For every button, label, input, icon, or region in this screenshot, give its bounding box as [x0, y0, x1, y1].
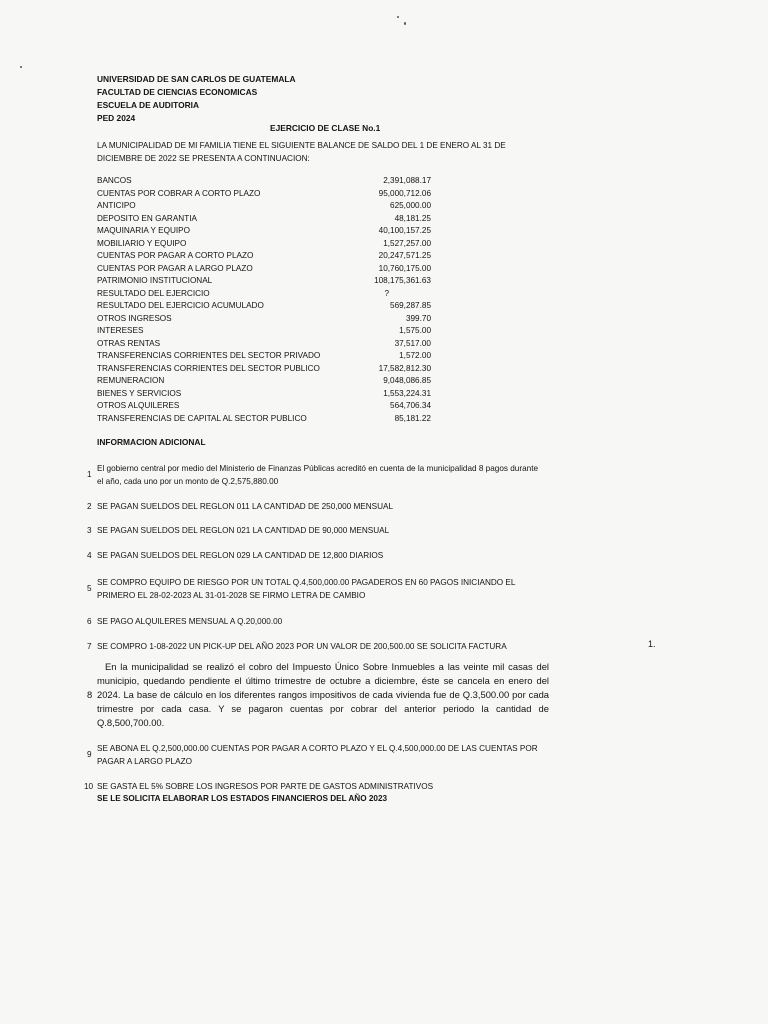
account-name: BIENES Y SERVICIOS [97, 388, 182, 398]
balance-row [97, 313, 431, 326]
item-text: SE PAGAN SUELDOS DEL REGLON 029 LA CANTIDAD DE 12,800 DIARIOS [97, 551, 384, 560]
university-name: UNIVERSIDAD DE SAN CARLOS DE GUATEMALA [97, 74, 296, 84]
balance-row [97, 375, 431, 388]
item-number: 4 [87, 551, 92, 560]
margin-note: 1. [648, 639, 656, 649]
account-amount: 1,572.00 [399, 351, 431, 360]
balance-row [97, 300, 431, 313]
item-number: 8 [87, 689, 93, 700]
balance-row [97, 400, 431, 413]
final-instruction: SE LE SOLICITA ELABORAR LOS ESTADOS FINANCIEROS DEL AÑO 2023 [97, 794, 388, 803]
item-text: El gobierno central por medio del Ministerio de Finanzas Públicas acreditó en cuenta de la municipalidad 8 pagos durante el año, cada uno por un monto de Q.2,575,880.00 [97, 464, 539, 486]
account-name: RESULTADO DEL EJERCICIO [97, 288, 210, 298]
item-number: 2 [87, 502, 92, 511]
balance-row [97, 225, 431, 238]
account-name: REMUNERACION [97, 376, 165, 385]
item-text: SE PAGAN SUELDOS DEL REGLON 011 LA CANTIDAD DE 250,000 MENSUAL [97, 502, 394, 511]
account-amount: 20,247,571.25 [378, 251, 431, 260]
account-amount: 48,181.25 [394, 213, 431, 223]
balance-table [97, 175, 431, 425]
item-number: 7 [87, 642, 92, 651]
balance-row [97, 288, 431, 301]
balance-row [97, 250, 431, 263]
item-text: SE PAGAN SUELDOS DEL REGLON 021 LA CANTIDAD DE 90,000 MENSUAL [97, 526, 390, 535]
account-name: TRANSFERENCIAS CORRIENTES DEL SECTOR PUBLICO [97, 363, 320, 373]
item-text: SE PAGO ALQUILERES MENSUAL A Q.20,000.00 [97, 617, 283, 626]
account-name: ANTICIPO [97, 201, 136, 210]
item-number: 5 [87, 584, 92, 593]
item-number: 10 [84, 782, 94, 791]
account-name: MAQUINARIA Y EQUIPO [97, 226, 190, 235]
institution-header [97, 73, 296, 125]
account-amount: 40,100,157.25 [378, 226, 431, 235]
scan-speck [20, 66, 22, 68]
account-amount: 1,527,257.00 [383, 238, 431, 248]
account-amount: 17,582,812.30 [378, 363, 431, 373]
account-amount: 1,575.00 [399, 326, 431, 335]
account-name: TRANSFERENCIAS DE CAPITAL AL SECTOR PUBLICO [97, 413, 307, 423]
account-amount: 1,553,224.31 [383, 388, 431, 398]
account-amount: 9,048,086.85 [383, 376, 431, 385]
account-amount: 37,517.00 [394, 338, 431, 348]
exercise-title: EJERCICIO DE CLASE No.1 [270, 123, 381, 133]
account-amount: 625,000.00 [390, 201, 431, 210]
account-name: OTROS INGRESOS [97, 313, 172, 323]
school-name: ESCUELA DE AUDITORIA [97, 100, 200, 110]
intro-paragraph: LA MUNICIPALIDAD DE MI FAMILIA TIENE EL SIGUIENTE BALANCE DE SALDO DEL 1 DE ENERO AL 31 DE DICIEMBRE DE 2022 SE PRESENTA A CONTINUACION: [97, 141, 506, 163]
account-name: PATRIMONIO INSTITUCIONAL [97, 276, 213, 285]
account-amount: 85,181.22 [394, 413, 431, 423]
account-amount: 564,706.34 [390, 401, 431, 410]
account-name: RESULTADO DEL EJERCICIO ACUMULADO [97, 301, 264, 310]
scan-speck [397, 16, 399, 18]
account-name: INTERESES [97, 326, 144, 335]
item-number: 3 [87, 526, 92, 535]
balance-row [97, 388, 431, 401]
account-amount: 2,391,088.17 [383, 176, 431, 185]
additional-info-heading: INFORMACION ADICIONAL [97, 437, 206, 447]
balance-row [97, 338, 431, 351]
course-code: PED 2024 [97, 113, 136, 123]
account-name: OTROS ALQUILERES [97, 401, 180, 410]
account-name: BANCOS [97, 176, 132, 185]
account-name: OTRAS RENTAS [97, 338, 161, 348]
item-text: SE ABONA EL Q.2,500,000.00 CUENTAS POR PAGAR A CORTO PLAZO Y EL Q.4,500,000.00 DE LAS CUENTAS POR PAGAR A LARGO PLAZO [97, 744, 538, 766]
account-name: TRANSFERENCIAS CORRIENTES DEL SECTOR PRIVADO [97, 351, 321, 360]
balance-row [97, 350, 431, 363]
balance-row [97, 413, 431, 426]
balance-row [97, 200, 431, 213]
item-text: SE COMPRO EQUIPO DE RIESGO POR UN TOTAL Q.4,500,000.00 PAGADEROS EN 60 PAGOS INICIANDO EL PRIMERO EL 28-02-2023 AL 31-01-2028 SE FIRMO LETRA DE CAMBIO [97, 578, 516, 600]
account-name: CUENTAS POR PAGAR A LARGO PLAZO [97, 263, 253, 273]
item-number: 9 [87, 750, 92, 759]
faculty-name: FACULTAD DE CIENCIAS ECONOMICAS [97, 87, 258, 97]
account-name: DEPOSITO EN GARANTIA [97, 213, 197, 223]
balance-row [97, 325, 431, 338]
account-amount: 10,760,175.00 [378, 263, 431, 273]
balance-row [97, 275, 431, 288]
balance-row [97, 213, 431, 226]
account-amount: 399.70 [405, 313, 431, 323]
account-name: CUENTAS POR COBRAR A CORTO PLAZO [97, 188, 261, 198]
account-name: CUENTAS POR PAGAR A CORTO PLAZO [97, 251, 254, 260]
item-number: 6 [87, 617, 92, 626]
balance-row [97, 363, 431, 376]
scan-speck [404, 22, 406, 25]
account-amount: ? [384, 288, 389, 298]
item-text: SE COMPRO 1-08-2022 UN PICK-UP DEL AÑO 2023 POR UN VALOR DE 200,500.00 SE SOLICITA FACTURA [97, 642, 507, 651]
balance-row [97, 188, 431, 201]
account-amount: 108,175,361.63 [374, 276, 431, 285]
item-text: En la municipalidad se realizó el cobro del Impuesto Único Sobre Inmuebles a las veinte mil casas del municipio, quedando pendiente el último trimestre de octubre a diciembre, éste se cancela en enero del 2024. La base de cálculo en los diferentes rangos impositivos de cada vivienda fue de Q.3,500.00 por cada trimestre por cada casa. Y se pagaron cuentas por cobrar del anterior periodo la cantidad de Q.8,500,700.00. [97, 661, 549, 728]
balance-row [97, 175, 431, 188]
item-number: 1 [87, 470, 92, 479]
account-amount: 95,000,712.06 [378, 188, 431, 198]
account-amount: 569,287.85 [390, 301, 431, 310]
balance-row [97, 238, 431, 251]
balance-row [97, 263, 431, 276]
account-name: MOBILIARIO Y EQUIPO [97, 238, 187, 248]
item-text: SE GASTA EL 5% SOBRE LOS INGRESOS POR PARTE DE GASTOS ADMINISTRATIVOS [97, 782, 434, 791]
